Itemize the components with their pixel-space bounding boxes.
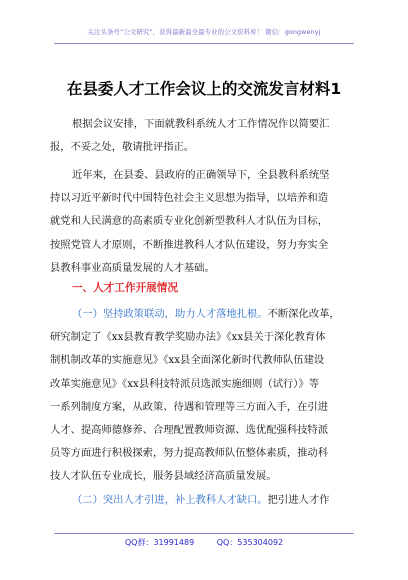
- footer-divider: [54, 533, 354, 534]
- paragraph-line: 按照党管人才原则，不断推进教科人才队伍建设，努力夯实全: [50, 238, 329, 251]
- paragraph-line: 一系列制度方案，从政策、待遇和管理等三方面入手，在引进: [50, 400, 329, 413]
- paragraph-line: 近年来，在县委、县政府的正确领导下，全县教科系统坚: [72, 169, 330, 181]
- paragraph-line: 技人才队伍专业成长，服务县域经济高质量发展。: [50, 470, 277, 483]
- subsection-2-lead: 把引进人才作: [267, 494, 330, 506]
- subsection-1: [50, 303, 360, 489]
- paragraph-line: 持以习近平新时代中国特色社会主义思想为指导，以培养和造: [50, 192, 329, 205]
- background-paragraph: [50, 164, 360, 280]
- footer-qq-group: QQ群：31991489: [124, 538, 195, 547]
- header-divider: [54, 43, 354, 44]
- subsection-2-heading: （二）突出人才引进，补上教科人才缺口。: [72, 494, 268, 506]
- paragraph-line: 制机制改革的实施意见》《xx县全面深化新时代教师队伍建设: [50, 354, 325, 367]
- intro-line: 报，不妥之处，敬请批评指正。: [50, 141, 195, 154]
- document-title: 在县委人才工作会议上的交流发言材料1: [66, 80, 342, 98]
- intro-line: 根据会议安排，下面就教科系统人才工作情况作以简要汇: [72, 118, 330, 130]
- subsection-1-lead: 不断深化改革，: [267, 308, 340, 320]
- intro-paragraph: [50, 113, 360, 159]
- paragraph-line: 人才、提高师德修养、合理配置教师资源、选优配强科技特派: [50, 424, 329, 437]
- paragraph-line: 研究制定了《xx县教育教学奖励办法》《xx县关于深化教育体: [50, 331, 326, 344]
- section-heading: 一、人才工作开展情况: [72, 282, 178, 294]
- footer: [0, 537, 408, 548]
- paragraph-line: 员等方面进行积极探索，努力提高教师队伍整体素质，推动科: [50, 447, 329, 460]
- paragraph-line: 改革实施意见》《xx县科技特派员选派实施细则（试行）》等: [50, 377, 320, 390]
- subsection-1-heading: （一）坚持政策联动，助力人才落地扎根。: [72, 308, 268, 320]
- paragraph-line: 就党和人民满意的高素质专业化创新型教科人才队伍为目标，: [50, 215, 329, 228]
- header-note: 关注头条号“公文研究”，获得最新最全最专业的公文资料库！ 微信：gongwenyj: [87, 28, 321, 36]
- footer-qq: QQ：535304092: [216, 538, 284, 547]
- paragraph-line: 县教科事业高质量发展的人才基础。: [50, 261, 215, 274]
- subsection-2: [50, 489, 360, 512]
